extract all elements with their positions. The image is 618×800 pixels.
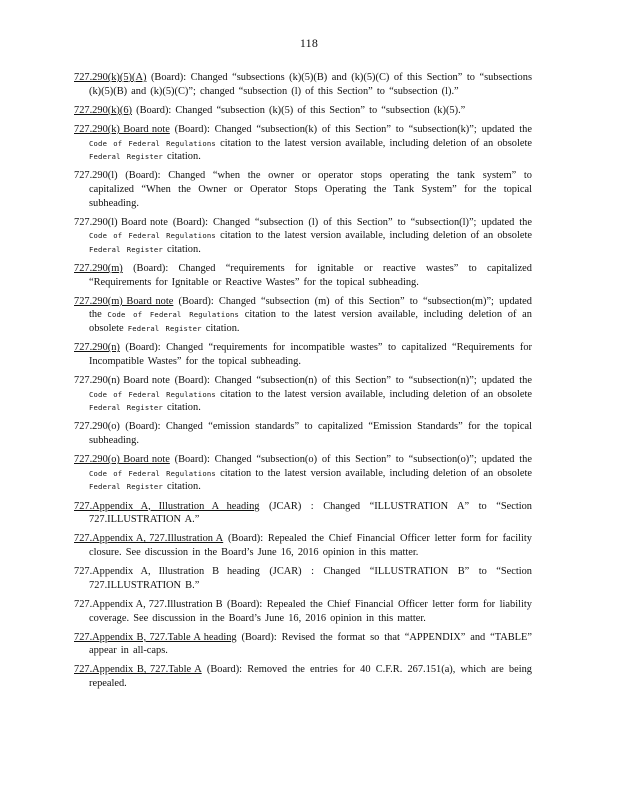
amendment-text: (JCAR) : Changed “ILLUSTRATION B” to “Section 727.ILLUSTRATION B.” xyxy=(89,566,533,591)
amendment-text: (Board): Changed “when the owner or operator stops operating the tank system” to capitalized “When the Owner or Operator Stops Operating the Tank System” for the topical subheading. xyxy=(89,170,532,209)
citation-title: Code of Federal Regulations xyxy=(89,389,216,399)
amendment-text: citation to the latest version available, including deletion of an obsolete xyxy=(215,137,532,149)
amendment-entry xyxy=(74,631,532,658)
page-number: 118 xyxy=(299,36,319,50)
citation-title: Federal Register xyxy=(127,324,202,334)
amendment-entry xyxy=(74,453,532,494)
amendment-text: (Board): Repealed the Chief Financial Officer letter form for facility closure. See discussion in the Board’s June 16, 2016 opinion in this matter. xyxy=(89,533,532,558)
section-reference: 727.290(o) xyxy=(74,421,120,433)
amendment-text: (Board): Changed “requirements for incompatible wastes” to capitalized “Requirements for Incompatible Wastes” for the topical subheading. xyxy=(89,342,532,367)
amendment-text: (Board): Revised the format so that “APPENDIX” and “TABLE” appear in all-caps. xyxy=(89,631,532,657)
citation-title: Federal Register xyxy=(89,403,163,413)
amendment-entry xyxy=(74,71,532,98)
section-reference: 727.290(m) xyxy=(74,263,123,275)
amendment-text: (Board): Changed “subsection (k)(5) of this Section” to “subsection (k)(5).” xyxy=(132,104,466,116)
section-reference: 727.290(m) Board note xyxy=(74,295,174,307)
section-reference: 727.290(n) xyxy=(74,342,120,354)
amendment-entry xyxy=(74,216,532,257)
amendment-text: (Board): Changed “emission standards” to capitalized “Emission Standards” for the topical subheading. xyxy=(89,421,532,446)
section-reference: 727.290(k) Board note xyxy=(74,123,170,135)
amendment-text: (Board): Changed “subsections (k)(5)(B) and (k)(5)(C) of this Section” to “subsections (k)(5)(B) and (k)(5)(C)”; changed “subsection (l) of this Section” to “subsection (l).” xyxy=(89,72,532,97)
section-reference: 727.290(k)(5)(A) xyxy=(74,72,147,83)
amendment-text: (JCAR) : Changed “ILLUSTRATION A” to “Section 727.ILLUSTRATION A.” xyxy=(89,500,532,526)
amendment-entry xyxy=(74,598,532,625)
section-reference: 727.Appendix A, Illustration B heading xyxy=(74,566,260,578)
section-reference: 727.Appendix A, Illustration A heading xyxy=(74,500,260,512)
section-reference: 727.Appendix B, 727.Table A xyxy=(74,664,202,676)
amendment-text: citation. xyxy=(162,402,201,414)
amendment-text: citation to the latest version available, including deletion of an obsolete xyxy=(215,388,532,400)
citation-title: Federal Register xyxy=(89,482,163,492)
amendment-text: citation. xyxy=(162,481,201,493)
amendment-list xyxy=(74,71,532,696)
amendment-entry xyxy=(74,500,532,527)
amendment-entry xyxy=(74,123,532,164)
citation-title: Federal Register xyxy=(89,244,163,254)
section-reference: 727.Appendix A, 727.Illustration A xyxy=(74,533,224,545)
amendment-text: (Board): Changed “subsection (l) of this Section” to “subsection(l)”; updated the xyxy=(167,216,532,228)
amendment-entry xyxy=(74,262,532,289)
amendment-entry xyxy=(74,295,532,336)
amendment-entry xyxy=(74,663,532,690)
amendment-text: citation to the latest version available, including deletion of an obsolete xyxy=(89,309,532,335)
section-reference: 727.290(l) xyxy=(74,170,118,182)
amendment-text: citation to the latest version available, including deletion of an obsolete xyxy=(215,467,532,479)
amendment-entry xyxy=(74,420,532,447)
amendment-text: citation. xyxy=(162,151,201,163)
section-reference: 727.290(o) Board note xyxy=(74,454,170,466)
amendment-text: (Board): Changed “subsection(n) of this Section” to “subsection(n)”; updated the xyxy=(169,375,532,387)
amendment-text: citation. xyxy=(201,323,240,335)
amendment-text: (Board): Changed “subsection(o) of this Section” to “subsection(o)”; updated the xyxy=(169,454,532,466)
amendment-text: citation. xyxy=(162,243,201,255)
section-reference: 727.290(k)(6) xyxy=(74,104,133,116)
section-reference: 727.Appendix A, 727.Illustration B xyxy=(74,598,223,610)
amendment-entry xyxy=(74,169,532,210)
amendment-text: (Board): Removed the entries for 40 C.F.R. 267.151(a), which are being repealed. xyxy=(89,664,532,690)
citation-title: Code of Federal Regulations xyxy=(89,138,216,148)
amendment-entry xyxy=(74,104,532,118)
section-reference: 727.Appendix B, 727.Table A heading xyxy=(74,631,237,643)
citation-title: Federal Register xyxy=(89,152,163,162)
amendment-text: (Board): Changed “subsection (m) of this Section” to “subsection(m)”; updated the xyxy=(89,295,532,321)
amendment-text: (Board): Changed “subsection(k) of this Section” to “subsection(k)”; updated the xyxy=(169,123,532,135)
citation-title: Code of Federal Regulations xyxy=(107,310,240,320)
amendment-entry xyxy=(74,565,532,592)
section-reference: 727.290(l) Board note xyxy=(74,216,168,228)
amendment-entry xyxy=(74,341,532,368)
amendment-text: (Board): Changed “requirements for ignitable or reactive wastes” to capitalized “Requirements for Ignitable or Reactive Wastes” for the topical subheading. xyxy=(89,263,532,288)
amendment-entry xyxy=(74,532,532,559)
amendment-text: citation to the latest version available, including deletion of an obsolete xyxy=(215,230,532,242)
citation-title: Code of Federal Regulations xyxy=(89,468,216,478)
amendment-text: (Board): Repealed the Chief Financial Officer letter form for liability coverage. See discussion in the Board’s June 16, 2016 opinion in this matter. xyxy=(89,598,532,624)
citation-title: Code of Federal Regulations xyxy=(89,231,216,241)
amendment-entry xyxy=(74,374,532,415)
section-reference: 727.290(n) Board note xyxy=(74,375,170,387)
